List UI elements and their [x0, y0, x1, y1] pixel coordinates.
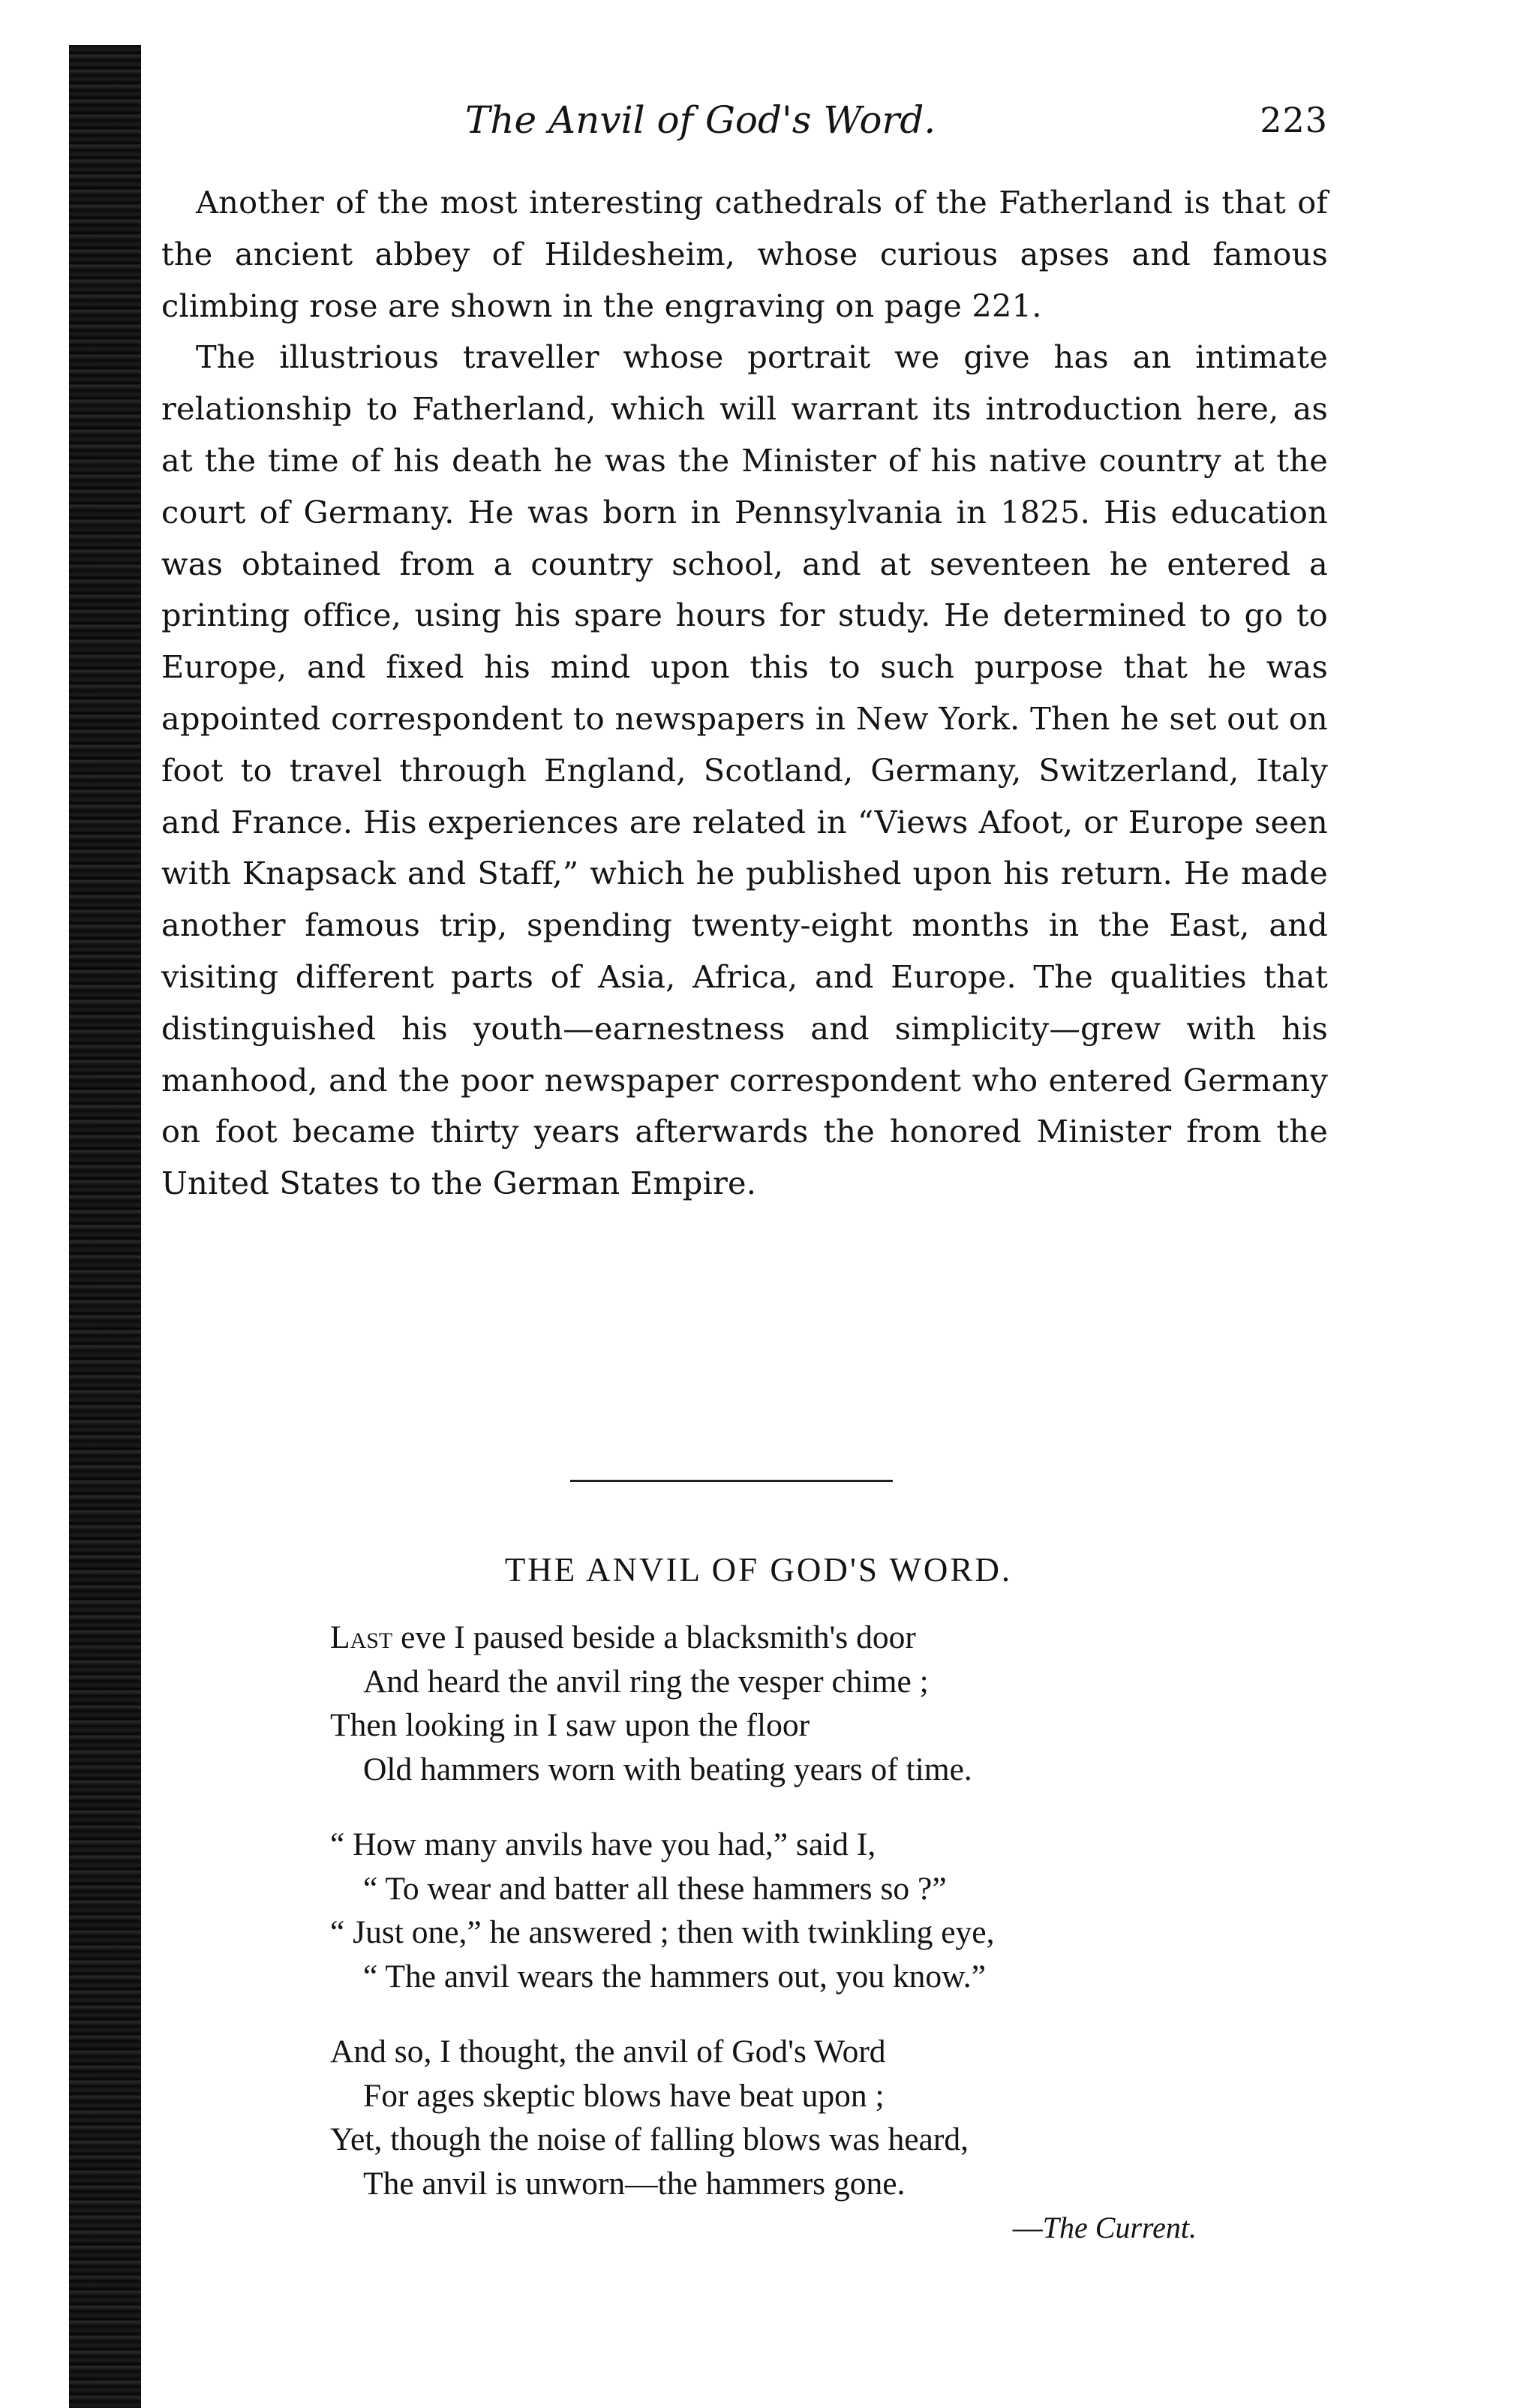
article-paragraph: Another of the most interesting cathedrals of the Fatherland is that of the ancient abbey of Hildesheim, whose curious apses and famous climbing rose are shown in the engraving on page 221. — [161, 184, 1328, 324]
attribution-dash: — — [1012, 2211, 1043, 2244]
attribution-source: The Current. — [1042, 2211, 1197, 2244]
poem-first-word: Last — [330, 1619, 393, 1655]
article-paragraph: The illustrious traveller whose portrait we give has an intimate relationship to Fatherland, which will warrant its introduction here, as at the time of his death he was the Minister of his native country at the court of Germany. He was born in Pennsylvania in 1825. His education was obtained from a country school, and at seventeen he entered a printing office, using his spare hours for study. He determined to go to Europe, and fixed his mind upon this to such purpose that he was appointed correspondent to newspapers in New York. Then he set out on foot to travel through England, Scotland, Germany, Switzerland, Italy and France. His experiences are related in “Views Afoot, or Europe seen with Knapsack and Staff,” which he published upon his return. He made another famous trip, spending twenty-eight months in the East, and visiting different parts of Asia, Africa, and Europe. The qualities that distinguished his youth—earnestness and simplicity—grew with his manhood, and the poor newspaper correspondent who entered Germany on foot became thirty years afterwards the honored Minister from the United States to the German Empire. — [161, 338, 1328, 1202]
page-number: 223 — [1260, 100, 1328, 140]
poem-line-text: eve I paused beside a blacksmith's door — [392, 1619, 916, 1655]
poem-line: For ages skeptic blows have beat upon ; — [363, 2077, 885, 2114]
page-header — [465, 90, 1328, 150]
poem-line: Old hammers worn with beating years of time. — [363, 1751, 972, 1787]
poem-line: And heard the anvil ring the vesper chime ; — [363, 1663, 929, 1700]
poem-line: “ How many anvils have you had,” said I, — [330, 1826, 876, 1862]
page-binding-edge — [69, 45, 141, 2408]
poem-line: “ To wear and batter all these hammers so ?” — [363, 1870, 947, 1907]
poem-line: Then looking in I saw upon the floor — [330, 1707, 810, 1743]
section-divider — [570, 1480, 893, 1482]
poem-stanza — [330, 1616, 1215, 1791]
poem-line: The anvil is unworn—the hammers gone. — [363, 2165, 906, 2202]
poem-line: “ Just one,” he answered ; then with twinkling eye, — [330, 1914, 995, 1950]
poem-attribution — [1013, 2206, 1197, 2250]
poem-line: Yet, though the noise of falling blows was heard, — [330, 2121, 969, 2157]
poem-line — [330, 1616, 1215, 1660]
poem-stanza — [330, 1823, 1215, 1998]
poem-line: “ The anvil wears the hammers out, you know.” — [363, 1958, 986, 1995]
poem-stanza — [330, 2030, 1215, 2205]
running-title: The Anvil of God's Word. — [465, 98, 936, 142]
poem-line: And so, I thought, the anvil of God's Word — [330, 2034, 886, 2070]
poem-title: THE ANVIL OF GOD'S WORD. — [504, 1551, 1013, 1589]
poem-body — [330, 1616, 1215, 2237]
article-body — [161, 177, 1328, 1210]
